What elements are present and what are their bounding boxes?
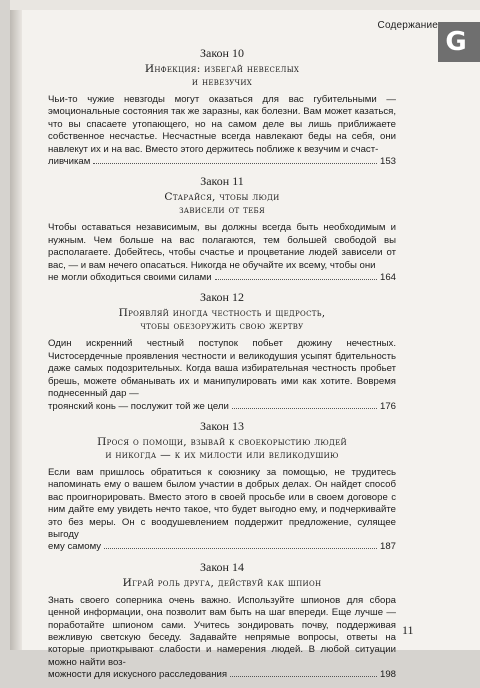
- law-number: Закон 13: [200, 418, 244, 433]
- law-summary: Чтобы оставаться независимым, вы должны всегда быть необходимым и нужным. Чем больше на вас полагаются, тем большей свободой вы располагаете. Добейтесь, чтобы счастье и процветание людей зависели от вас, — и вам нечего опасаться. Никогда не обучайте их всему, чтобы они не могли обходиться своими силами 164: [48, 222, 396, 284]
- law-number: Закон 14: [200, 559, 244, 574]
- book-page: [10, 0, 480, 681]
- law-title: Прося о помощи, взывай к своекорыстию людей и никогда — к их милости или великодушию: [97, 435, 347, 461]
- law-number: Закон 12: [200, 290, 244, 305]
- law-summary: Один искренний честный поступок побьет дюжину нечестных. Чистосердечные проявления честности и великодушия усыпят бдительность даже самых подозрительных. Когда ваша избирательная честность пробьет брешь, можете обманывать их и манипулировать ими как хотите. Вовремя поднесенный дар — троянский конь — послужит той же цели 176: [48, 338, 396, 412]
- toc-entry-law-12: [48, 290, 396, 412]
- law-summary: Чьи-то чужие невзгоды могут оказаться для вас губительными — эмоциональные состояния так же заразны, как болезни. Вам может казаться, что вы спасаете утопающего, но на самом деле вы лишь приближаете собственное несчастье. Несчастные всегда навлекают беды на себя, они навлекут их и на вас. Вместо этого держитесь поближе к везучим и счаст- ливчикам 153: [48, 94, 396, 168]
- toc-page-ref[interactable]: 187: [379, 541, 396, 553]
- law-title: Проявляй иногда честность и щедрость, чтобы обезоружить свою жертву: [118, 307, 326, 333]
- page-number: 11: [402, 623, 414, 637]
- toc-entry-law-11: [48, 174, 396, 284]
- toc-content: [48, 46, 396, 688]
- toc-page-ref[interactable]: 176: [379, 400, 396, 412]
- law-title: Инфекция: избегай невеселых и невезучих: [144, 63, 300, 88]
- toc-entry-law-14: [48, 560, 396, 682]
- top-edge: [10, 0, 480, 10]
- toc-leader: можности для искусного расследования 198: [48, 669, 396, 681]
- toc-entry-law-13: [48, 419, 396, 554]
- law-title: Старайся, чтобы люди зависели от тебя: [164, 191, 280, 217]
- toc-leader: ливчикам 153: [48, 156, 396, 168]
- law-summary: Если вам пришлось обратиться к союзнику за помощью, не трудитесь напоминать ему о вашем былом участии в добрых делах. Он найдет способ вас проигнорировать. Вместо этого в своей просьбе или в своем договоре с ним дайте ему увидеть нечто такое, что будет выгодно ему, и подчеркивайте это без меры. Он с воодушевлением поддержит предложение, сулящее выгоду ему самому 187: [48, 466, 396, 553]
- section-label: Содержание: [377, 20, 438, 31]
- toc-leader: не могли обходиться своими силами 164: [48, 272, 396, 284]
- tab-letter-g-icon: G: [445, 27, 467, 57]
- toc-page-ref[interactable]: 153: [379, 156, 396, 168]
- law-number: Закон 10: [200, 46, 244, 60]
- law-number: Закон 11: [200, 174, 244, 189]
- binding-shadow: [10, 0, 22, 650]
- toc-leader: троянский конь — послужит той же цели 176: [48, 400, 396, 412]
- toc-entry-law-10: [48, 46, 396, 168]
- law-title: Играй роль друга, действуй как шпион: [122, 576, 322, 589]
- toc-page-ref[interactable]: 198: [379, 669, 396, 681]
- law-summary: Знать своего соперника очень важно. Используйте шпионов для сбора ценной информации, она позволит вам быть на шаг впереди. Еще лучше — поработайте шпионом сами. Учитесь зондировать почву, поддерживая вежливую светскую беседу. Задавайте непрямые вопросы, ответы на которые приоткрывают слабости и намерения людей. В любой ситуации можно найти воз- можности для искусного расследования 198: [48, 594, 396, 681]
- toc-leader: ему самому 187: [48, 541, 396, 553]
- toc-page-ref[interactable]: 164: [379, 272, 396, 284]
